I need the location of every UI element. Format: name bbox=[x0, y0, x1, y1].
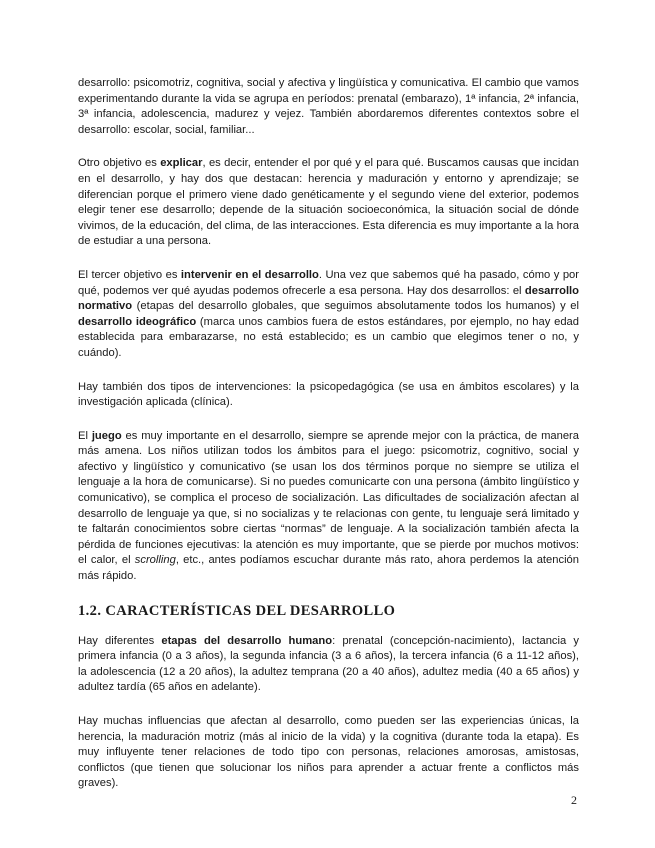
text-run: El bbox=[78, 429, 92, 442]
paragraph bbox=[78, 634, 579, 696]
paragraph bbox=[78, 380, 579, 411]
paragraph bbox=[78, 76, 579, 138]
text-run: (etapas del desarrollo globales, que seguimos absolutamente todos los humanos) y el bbox=[132, 300, 579, 313]
text-run: . Una vez que sabemos qué ha pasado, cómo y por qué, podemos ver qué ayudas podemos ofrecerle a esa persona. Hay dos desarrollos: el bbox=[78, 268, 579, 297]
bold-term: etapas del desarrollo humano bbox=[161, 634, 333, 647]
paragraph bbox=[78, 268, 579, 362]
italic-term: scrolling bbox=[134, 554, 176, 567]
paragraph bbox=[78, 429, 579, 585]
paragraph bbox=[78, 714, 579, 792]
bold-term: intervenir en el desarrollo bbox=[180, 268, 319, 281]
text-run: es muy importante en el desarrollo, siempre se aprende mejor con la práctica, de manera más amena. Los niños utilizan todos los ámbitos para el juego: psicomotriz, cognitivo, social y afectivo y lingüístico y comunicativo (se usan los dos términos porque no siempre se utiliza el lenguaje a la hora de comunicarse). Si no puedes comunicarte con una persona (ámbito lingüístico y comunicativo), se complica el proceso de socialización. Las dificultades de socialización afectan al desarrollo de lenguaje ya que, si no socializas y te relacionas con gente, tu lenguaje será limitado y te faltarán conocimientos sobre ciertas “normas” de lenguaje. A la socialización también afecta la pérdida de funciones ejecutivas: la atención es muy importante, que se pierde por muchos motivos: el calor, el bbox=[78, 429, 579, 567]
document-page bbox=[78, 76, 579, 810]
text-run: Otro objetivo es bbox=[78, 157, 161, 170]
text-run: : prenatal (concepción-nacimiento), lactancia y primera infancia (0 a 3 años), la segunda infancia (3 a 6 años), la tercera infancia (6 a 11-12 años), la adolescencia (12 a 20 años), la adultez temprana (20 a 40 años), adultez media (40 a 65 años) y adultez tardía (65 años en adelante). bbox=[78, 634, 579, 694]
section-heading: 1.2. CARACTERÍSTICAS DEL DESARROLLO bbox=[78, 602, 396, 619]
page-number: 2 bbox=[571, 793, 577, 807]
body-text-block-2 bbox=[78, 634, 579, 792]
bold-term: juego bbox=[91, 429, 122, 442]
bold-term: desarrollo normativo bbox=[78, 284, 579, 313]
bold-term: explicar bbox=[160, 157, 203, 170]
text-run: Hay también dos tipos de intervenciones: la psicopedagógica (se usa en ámbitos escolares) y la investigación aplicada (clínica). bbox=[78, 380, 579, 409]
text-run: desarrollo: psicomotriz, cognitiva, social y afectiva y lingüística y comunicativa. El cambio que vamos experimentando durante la vida se agrupa en períodos: prenatal (embarazo), 1ª infancia, 2ª infancia, 3ª infancia, adolescencia, madurez y vejez. También abordaremos diferentes contextos sobre el desarrollo: escolar, social, familiar... bbox=[78, 77, 579, 136]
text-run: Hay diferentes bbox=[78, 634, 162, 647]
body-text-block-1 bbox=[78, 76, 579, 585]
text-run: , es decir, entender el por qué y el para qué. Buscamos causas que incidan en el desarrollo, y hay dos que destacan: herencia y maduración y entorno y aprendizaje; se diferencian porque el primero viene dado genéticamente y el segundo viene del exterior, podemos elegir tener ese desarrollo; depende de la situación socioeconómica, la situación social de dónde vivimos, de la educación, del clima, de las interacciones. Esta diferencia es muy importante a la hora de estudiar a una persona. bbox=[78, 157, 579, 248]
text-run: (marca unos cambios fuera de estos estándares, por ejemplo, no hay edad establecida para embarazarse, no está establecido; es un cambio que elegimos tener o no, y cuándo). bbox=[78, 315, 579, 359]
paragraph bbox=[78, 156, 579, 250]
bold-term: desarrollo ideográfico bbox=[78, 315, 197, 328]
text-run: Hay muchas influencias que afectan al desarrollo, como pueden ser las experiencias únicas, la herencia, la maduración motriz (más al inicio de la vida) y la cognitiva (durante toda la etapa). Es muy influyente tener relaciones de todo tipo con personas, relaciones amorosas, amistosas, conflictos (que tienen que solucionar los niños para aprender a actuar frente a conflictos más graves). bbox=[78, 715, 579, 790]
text-run: , etc., antes podíamos escuchar durante más rato, ahora perdemos la atención más rápido. bbox=[78, 554, 579, 583]
text-run: El tercer objetivo es bbox=[78, 268, 181, 281]
